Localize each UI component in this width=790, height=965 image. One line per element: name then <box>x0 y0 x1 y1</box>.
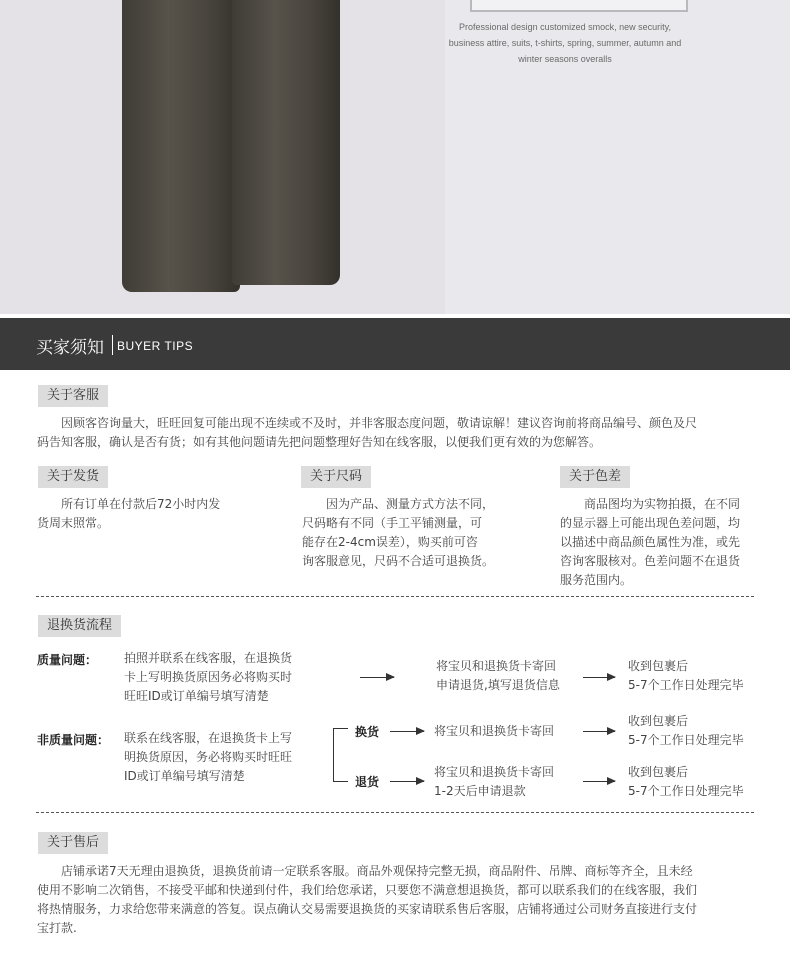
aftersale-line-3: 将热情服务，力求给您带来满意的答复。误点确认交易需要退换货的买家请联系售后客服，店铺将通过公司财务直接进行支付 <box>37 902 698 916</box>
quality-desc-2: 卡上写明换货原因务必将购买时 <box>124 670 293 684</box>
service-line-2: 码告知客服，确认是否有货；如有其他问题请先把问题整理好告知在线客服，以便我们更有效的为您解答。 <box>37 435 602 449</box>
refund-step2-2: 1-2天后申请退款 <box>434 784 526 798</box>
refund-step3-2: 5-7个工作日处理完毕 <box>628 784 744 798</box>
non-quality-desc-2: 明换货原因，务必将购买时旺旺 <box>124 750 293 764</box>
exchange-label: 换货 <box>355 725 380 739</box>
quality-desc-3: 旺旺ID或订单编号填写清楚 <box>124 689 269 703</box>
divider <box>36 596 754 597</box>
caption-frame <box>470 0 688 12</box>
quality-label: 质量问题： <box>37 653 98 667</box>
size-line-2: 尺码略有不同（手工平铺测量，可 <box>302 516 483 530</box>
header-title-en: BUYER TIPS <box>117 339 194 353</box>
refund-arrow-1 <box>390 781 424 782</box>
aftersale-line-4: 宝打款. <box>37 921 77 935</box>
exchange-step3-1: 收到包裹后 <box>628 714 689 728</box>
caption-line-1: Professional design customized smock, new security, <box>459 22 671 32</box>
pants-right-leg <box>232 0 340 285</box>
non-quality-desc-1: 联系在线客服，在退换货卡上写 <box>124 731 293 745</box>
quality-step3-2: 5-7个工作日处理完毕 <box>628 678 744 692</box>
exchange-arrow-1 <box>390 731 424 732</box>
non-quality-desc-3: ID或订单编号填写清楚 <box>124 769 245 783</box>
color-line-5: 服务范围内。 <box>560 573 633 587</box>
shipping-tag: 关于发货 <box>38 466 108 488</box>
aftersale-line-1: 店铺承诺7天无理由退换货，退换货前请一定联系客服。商品外观保持完整无损，商品附件、吊牌、商标等齐全，且未经 <box>61 864 693 878</box>
quality-step3-1: 收到包裹后 <box>628 659 689 673</box>
non-quality-label: 非质量问题： <box>37 733 110 747</box>
quality-arrow-2 <box>583 677 615 678</box>
color-line-1: 商品图均为实物拍摄，在不同 <box>584 497 741 511</box>
exchange-step3-2: 5-7个工作日处理完毕 <box>628 733 744 747</box>
service-tag: 关于客服 <box>38 385 108 407</box>
header-title-cn: 买家须知 <box>36 338 104 358</box>
header-separator <box>112 335 113 355</box>
color-line-4: 咨询客服核对。色差问题不在退货 <box>560 554 741 568</box>
aftersale-line-2: 使用不影响二次销售，不接受平邮和快递到付件，我们给您承诺，只要您不满意想退换货，都可以联系我们的在线客服，我们 <box>37 883 698 897</box>
size-line-4: 询客服意见，尺码不合适可退换货。 <box>302 554 495 568</box>
refund-step3-1: 收到包裹后 <box>628 765 689 779</box>
refund-step2-1: 将宝贝和退换货卡寄回 <box>434 765 555 779</box>
exchange-step2-1: 将宝贝和退换货卡寄回 <box>434 724 555 738</box>
exchange-arrow-2 <box>583 731 615 732</box>
caption-line-3: winter seasons overalls <box>518 54 612 64</box>
caption-line-2: business attire, suits, t-shirts, spring, summer, autumn and <box>448 38 682 48</box>
quality-arrow-1 <box>360 677 394 678</box>
shipping-line-2: 货周末照常。 <box>37 516 110 530</box>
refund-label: 退货 <box>355 775 380 789</box>
size-tag: 关于尺码 <box>301 466 371 488</box>
divider <box>36 812 754 813</box>
size-line-1: 因为产品、测量方式方法不同， <box>326 497 495 511</box>
color-line-3: 以描述中商品颜色属性为准，或先 <box>560 535 741 549</box>
quality-step2-1: 将宝贝和退换货卡寄回 <box>436 659 557 673</box>
shipping-line-1: 所有订单在付款后72小时内发 <box>61 497 221 511</box>
quality-step2-2: 申请退货,填写退货信息 <box>436 678 560 692</box>
returns-tag: 退换货流程 <box>38 615 121 637</box>
size-line-3: 能存在2-4cm误差），购买前可咨 <box>302 535 478 549</box>
refund-arrow-2 <box>583 781 615 782</box>
color-tag: 关于色差 <box>560 466 630 488</box>
service-line-1: 因顾客咨询量大，旺旺回复可能出现不连续或不及时，并非客服态度问题，敬请谅解！建议咨询前将商品编号、颜色及尺 <box>61 416 698 430</box>
quality-desc-1: 拍照并联系在线客服，在退换货 <box>124 651 293 665</box>
color-line-2: 的显示器上可能出现色差问题，均 <box>560 516 741 530</box>
branch-bracket <box>333 728 348 782</box>
pants-left-leg <box>122 0 240 292</box>
aftersale-tag: 关于售后 <box>38 832 108 854</box>
